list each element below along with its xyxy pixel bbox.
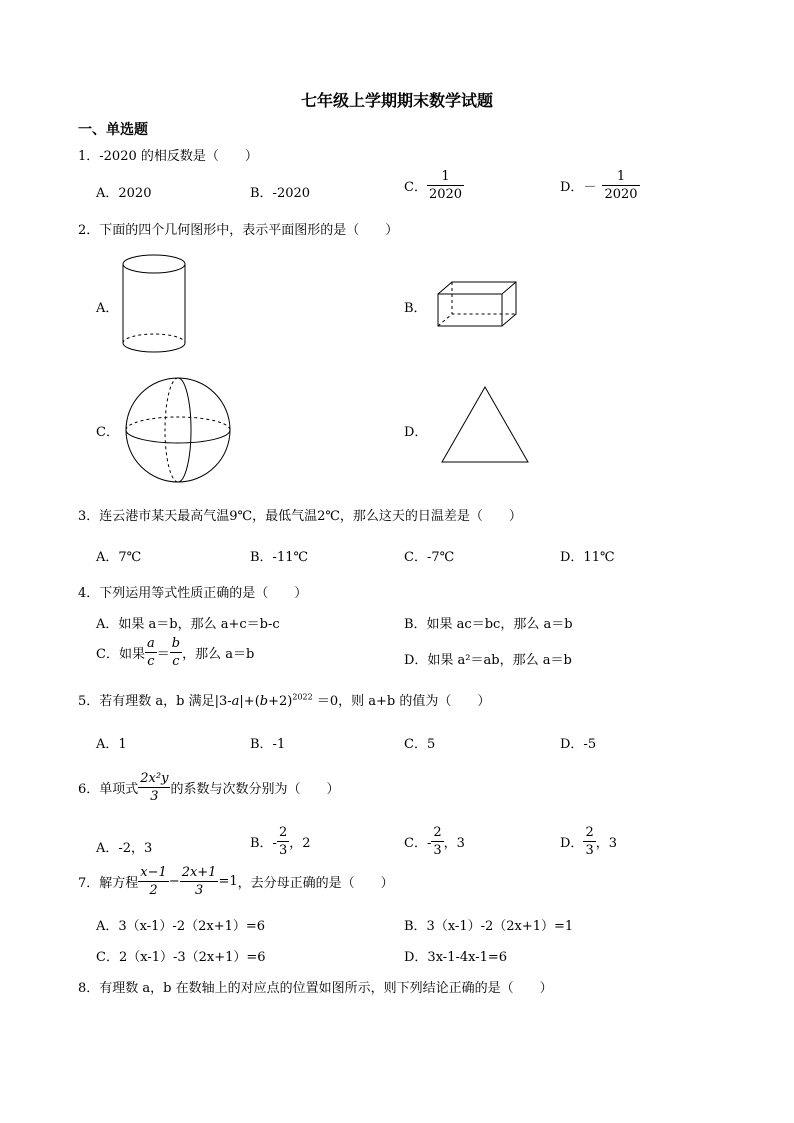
option-a: A．2020 <box>96 186 152 201</box>
option-b: B．-11℃ <box>250 550 309 565</box>
option-d: D．-5 <box>560 737 597 752</box>
cuboid-icon <box>436 280 518 330</box>
option-a: A．-2，3 <box>96 841 153 856</box>
cylinder-icon <box>120 252 190 357</box>
option-b: B．-1 <box>250 737 286 752</box>
option-b: B．-2020 <box>250 186 311 201</box>
option-c: C．-7℃ <box>404 550 455 565</box>
option-b: B．3（x-1）-2（2x+1）=1 <box>404 919 574 934</box>
option-b: B． <box>404 301 427 316</box>
option-d: D．如果 a²＝ab，那么 a＝b <box>404 653 572 668</box>
option-a: A．3（x-1）-2（2x+1）=6 <box>96 919 266 934</box>
triangle-icon <box>440 385 532 465</box>
question-stem: 3．连云港市某天最高气温9℃，最低气温2℃，那么这天的日温差是（ ） <box>78 509 522 524</box>
option-a: A．7℃ <box>96 550 142 565</box>
question-stem: 2．下面的四个几何图形中，表示平面图形的是（ ） <box>78 223 399 238</box>
option-c: C．2（x-1）-3（2x+1）=6 <box>96 950 266 965</box>
section-heading: 一、单选题 <box>78 122 148 138</box>
option-a: A．1 <box>96 737 127 752</box>
option-a: A．如果 a＝b，那么 a+c＝b-c <box>96 617 280 632</box>
option-b: B．- $\frac{2}{3}$ ，2 <box>250 825 311 858</box>
question-stem: 8．有理数 a，b 在数轴上的对应点的位置如图所示，则下列结论正确的是（ ） <box>78 981 553 996</box>
question-stem: 5．若有理数 a，b 满足$|3-a|+(b+2)^{2022} =0$，则 a+b 的值为（ ） <box>78 692 491 709</box>
question-stem: 6．单项式 $\frac{\text{2x²y}}{3}$ 的系数与次数分别为（ ） <box>78 771 340 804</box>
sphere-icon <box>124 376 234 486</box>
page-title: 七年级上学期期末数学试题 <box>300 91 493 110</box>
option-d: D．11℃ <box>560 550 615 565</box>
option-a: A． <box>96 301 119 316</box>
question-stem: 1．-2020 的相反数是（ ） <box>78 149 258 164</box>
option-d: D． <box>404 425 428 440</box>
option-c: C． <box>96 425 119 440</box>
option-d: D． $\frac{2}{3}$ ，3 <box>560 825 617 858</box>
question-stem: 4．下列运用等式性质正确的是（ ） <box>78 586 308 601</box>
option-d: D．－ $\frac{1}{2020}$ <box>560 169 638 202</box>
question-stem: 7．解方程 $\frac{x-1}{2}$ − $\frac{2x+1}{3}$ =1，去分母正确的是（ ） <box>78 865 394 898</box>
option-c: C．- $\frac{2}{3}$ ，3 <box>404 825 465 858</box>
option-c: C． $\frac{1}{2020}$ <box>404 169 463 202</box>
option-d: D．3x-1-4x-1=6 <box>404 950 508 965</box>
option-b: B．如果 ac＝bc，那么 a＝b <box>404 617 573 632</box>
option-c: C．如果 $\frac{a}{c}$ ＝ $\frac{b}{c}$ ，那么 a＝b <box>96 636 255 669</box>
option-c: C．5 <box>404 737 436 752</box>
